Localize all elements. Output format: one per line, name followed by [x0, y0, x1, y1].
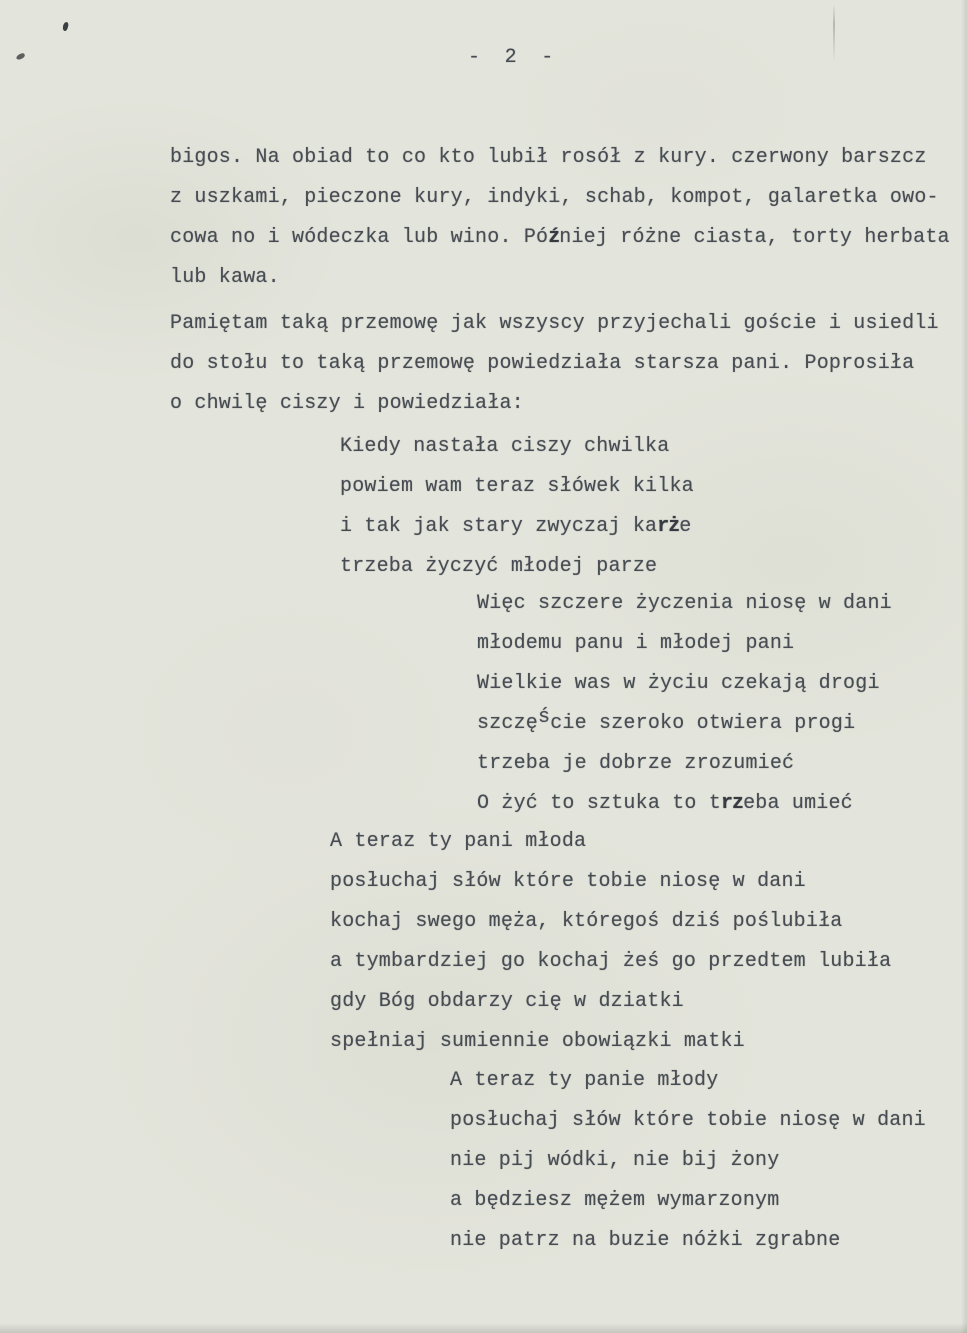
paragraph-speech-intro [170, 304, 939, 424]
text-line: spełniaj sumiennie obowiązki matki [330, 1030, 745, 1053]
text-segment: niej różne ciasta, torty herbata [559, 226, 950, 249]
text-line [477, 784, 892, 824]
paragraph-dinner-menu [170, 138, 950, 298]
verse-stanza-bride [330, 822, 891, 1062]
text-segment: O żyć to sztuka to t [477, 792, 722, 815]
text-line: nie patrz na buzie nóżki zgrabne [450, 1229, 841, 1252]
verse-stanza-wishes [477, 584, 892, 824]
text-line: Więc szczere życzenia niosę w dani [477, 592, 892, 615]
text-segment: e [679, 515, 692, 538]
text-line: a tymbardziej go kochaj żeś go przedtem lubiła [330, 950, 892, 973]
text-line: powiem wam teraz słówek kilka [340, 475, 694, 498]
text-line: lub kawa. [170, 266, 280, 289]
text-line [477, 704, 892, 744]
text-line: trzeba życzyć młodej parze [340, 555, 658, 578]
text-line: młodemu panu i młodej pani [477, 632, 795, 655]
text-line: trzeba je dobrze zrozumieć [477, 752, 795, 775]
text-line: do stołu to taką przemowę powiedziała starsza pani. Poprosiła [170, 352, 915, 375]
overstruck-text: rz [721, 792, 744, 815]
text-line: Kiedy nastała ciszy chwilka [340, 435, 670, 458]
text-line: z uszkami, pieczone kury, indyki, schab, kompot, galaretka owo- [170, 186, 939, 209]
text-line: Pamiętam taką przemowę jak wszyscy przyjechali goście i usiedli [170, 312, 939, 335]
text-segment: eba umieć [743, 792, 853, 815]
text-line: Wielkie was w życiu czekają drogi [477, 672, 880, 695]
text-line: o chwilę ciszy i powiedziała: [170, 392, 524, 415]
text-line: posłuchaj słów które tobie niosę w dani [330, 870, 806, 893]
text-segment: cie szeroko otwiera progi [550, 712, 856, 735]
text-line [170, 218, 950, 258]
text-line: A teraz ty panie młody [450, 1069, 719, 1092]
text-segment: szczę [477, 712, 539, 735]
verse-stanza-opening [340, 427, 694, 587]
page-number: - 2 - [468, 46, 554, 69]
verse-stanza-groom [450, 1061, 926, 1261]
paper-crease [833, 4, 835, 62]
text-line: kochaj swego męża, któregoś dziś poślubiła [330, 910, 843, 933]
text-line: A teraz ty pani młoda [330, 830, 587, 853]
paper-speck [62, 21, 70, 31]
text-line: gdy Bóg obdarzy cię w dziatki [330, 990, 684, 1013]
text-segment: i tak jak stary zwyczaj ka [340, 515, 658, 538]
text-line: posłuchaj słów które tobie niosę w dani [450, 1109, 926, 1132]
text-segment: cowa no i wódeczka lub wino. Pó [170, 226, 549, 249]
text-line [340, 507, 694, 547]
overstruck-text: rż [657, 515, 680, 538]
overstruck-text: ź [548, 226, 560, 249]
paper-speck [15, 52, 25, 60]
text-line: nie pij wódki, nie bij żony [450, 1149, 780, 1172]
text-line: a będziesz mężem wymarzonym [450, 1189, 780, 1212]
text-line: bigos. Na obiad to co kto lubił rosół z kury. czerwony barszcz [170, 146, 927, 169]
raised-text: ś [538, 706, 551, 729]
